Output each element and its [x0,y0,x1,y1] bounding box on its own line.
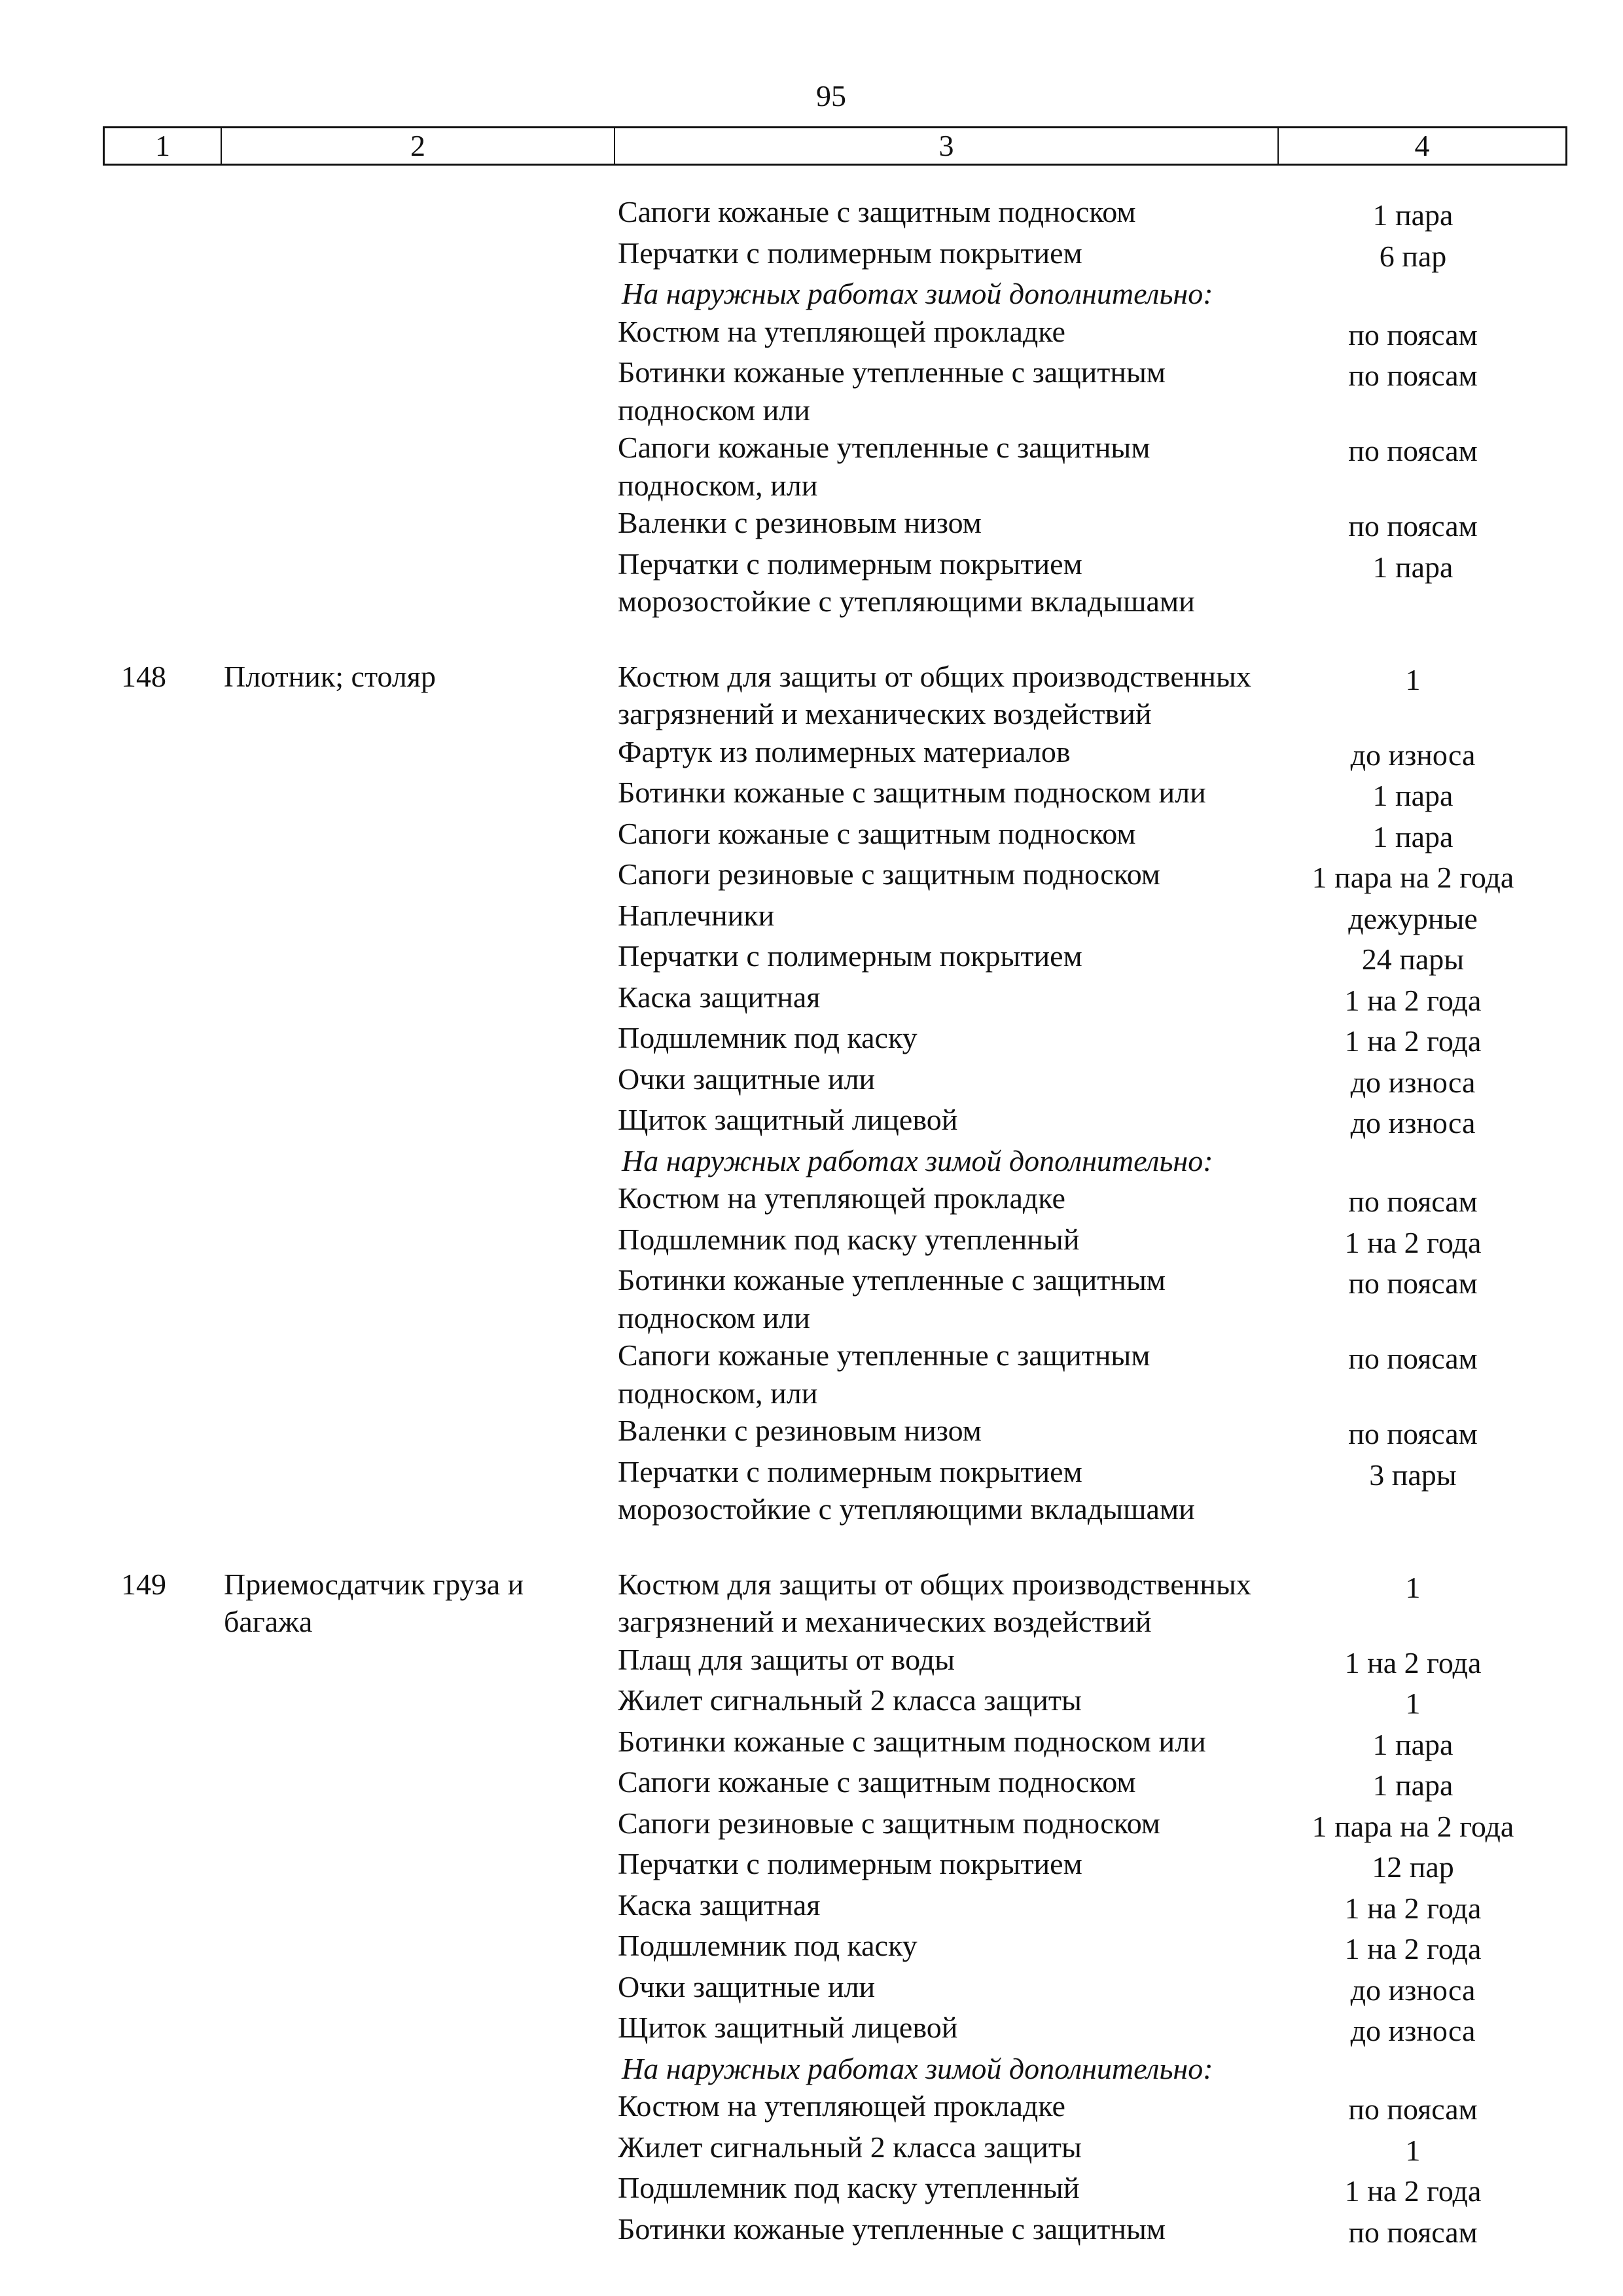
table-row [0,2128,1623,2170]
item-quantity: 1 пара на 2 года [1311,1809,1514,1843]
item-name: Очки защитные или [618,1969,876,2003]
item-quantity: до износа [1350,2014,1476,2047]
table-row [0,1804,1623,1846]
item-name: Подшлемник под каску утепленный [618,1222,1080,1256]
item-quantity: по поясам [1348,434,1478,467]
item-name: Перчатки с полимерным покрытием морозостойкие с утепляющими вкладышами [618,1454,1195,1526]
table-row [0,1060,1623,1102]
table-row [0,2169,1623,2210]
item-quantity: 1 [1405,1687,1421,1720]
item-quantity: 1 пара [1372,550,1454,584]
item-quantity: 1 [1405,662,1421,696]
item-quantity: 1 на 2 года [1344,983,1482,1017]
item-quantity: 1 на 2 года [1344,1024,1482,1058]
item-quantity: 6 пар [1379,239,1447,273]
item-quantity: 12 пар [1372,1850,1454,1884]
table-entry [0,193,1623,620]
header-col-3: 3 [615,128,1279,164]
entry-number: 149 [121,1567,166,1601]
profession-name: Приемосдатчик груза и багажа [224,1567,524,1638]
item-quantity: до износа [1350,1065,1476,1099]
profession-name: Плотник; столяр [224,659,436,693]
item-quantity: 1 на 2 года [1344,1932,1482,1965]
page-number: 95 [816,79,846,113]
item-quantity: по поясам [1348,1185,1478,1218]
table-row [0,429,1623,504]
table-row [0,1179,1623,1221]
table-row [0,2087,1623,2128]
item-name: Каска защитная [618,1888,821,1922]
item-name: Жилет сигнальный 2 класса защиты [618,1683,1082,1717]
item-name: Костюм на утепляющей прокладке [618,1181,1065,1215]
item-quantity: 1 [1405,2133,1421,2167]
table-body [0,193,1623,2251]
item-name: Ботинки кожаные с защитным подноском или [618,1724,1206,1758]
item-name: Плащ для защиты от воды [618,1642,955,1676]
item-quantity: 1 на 2 года [1344,1225,1482,1259]
item-quantity: 1 на 2 года [1344,1891,1482,1925]
item-name: Сапоги кожаные утепленные с защитным подноском, или [618,431,1150,502]
table-row [0,1336,1623,1412]
item-quantity: дежурные [1348,901,1478,935]
item-name: Ботинки кожаные утепленные с защитным подноском или [618,355,1166,427]
table-row [0,2009,1623,2050]
table-row [0,1261,1623,1336]
item-name: Сапоги кожаные с защитным подноском [618,816,1136,850]
item-quantity: 1 пара [1372,1768,1454,1802]
table-row [0,353,1623,429]
item-quantity: по поясам [1348,2215,1478,2249]
table-row [0,313,1623,354]
item-quantity: 3 пары [1369,1458,1457,1492]
table-row [0,1845,1623,1886]
item-name: Перчатки с полимерным покрытием морозостойкие с утепляющими вкладышами [618,547,1195,618]
table-row [0,855,1623,897]
item-name: Сапоги резиновые с защитным подноском [618,1806,1160,1840]
header-col-1: 1 [105,128,222,164]
item-quantity: 1 на 2 года [1344,2174,1482,2208]
table-row [0,1927,1623,1968]
item-quantity: по поясам [1348,1417,1478,1450]
item-name: Щиток защитный лицевой [618,1103,958,1136]
item-quantity: до износа [1350,1106,1476,1139]
item-name: Перчатки с полимерным покрытием [618,236,1082,270]
table-row [0,1723,1623,1764]
header-col-2: 2 [222,128,615,164]
item-quantity: по поясам [1348,2092,1478,2126]
table-header [103,126,1567,166]
table-entry [0,658,1623,1528]
table-row [0,774,1623,815]
table-row [0,1886,1623,1928]
item-name: Перчатки с полимерным покрытием [618,939,1082,973]
item-name: Подшлемник под каску [618,1021,918,1054]
item-quantity: по поясам [1348,509,1478,543]
item-quantity: 24 пары [1361,942,1465,976]
item-name: Перчатки с полимерным покрытием [618,1847,1082,1880]
table-row [0,504,1623,545]
item-quantity: до износа [1350,1973,1476,2007]
table-row [0,978,1623,1020]
item-quantity: до износа [1350,738,1476,772]
item-name: Очки защитные или [618,1062,876,1096]
item-quantity: по поясам [1348,317,1478,351]
item-quantity: 1 пара [1372,198,1454,232]
item-name: Валенки с резиновым низом [618,506,982,539]
table-row [0,193,1623,234]
table-row [0,937,1623,978]
item-name: Подшлемник под каску [618,1929,918,1962]
item-quantity: 1 пара на 2 года [1311,861,1514,894]
item-name: Каска защитная [618,980,821,1014]
item-name: Наплечники [618,898,775,932]
table-entry [0,1566,1623,2251]
item-name: Сапоги резиновые с защитным подноском [618,857,1160,891]
table-row [0,1681,1623,1723]
item-quantity: по поясам [1348,1266,1478,1300]
item-name: Фартук из полимерных материалов [618,734,1071,768]
table-row [0,733,1623,774]
item-quantity: 1 пара [1372,819,1454,853]
table-row [0,545,1623,620]
item-name: Костюм на утепляющей прокладке [618,2089,1065,2123]
item-quantity: 1 на 2 года [1344,1645,1482,1679]
item-quantity: 1 пара [1372,779,1454,812]
table-row [0,1453,1623,1528]
table-row [0,1763,1623,1804]
item-name: Подшлемник под каску утепленный [618,2171,1080,2204]
item-quantity: 1 пара [1372,1727,1454,1761]
table-row [0,1968,1623,2009]
header-col-4: 4 [1414,129,1430,162]
table-row [0,1019,1623,1060]
item-name: Жилет сигнальный 2 класса защиты [618,2130,1082,2164]
section-note: На наружных работах зимой дополнительно: [622,2051,1213,2085]
item-quantity: по поясам [1348,359,1478,392]
item-name: Костюм на утепляющей прокладке [618,314,1065,348]
item-name: Ботинки кожаные утепленные с защитным подноском или [618,1263,1166,1335]
item-name: Ботинки кожаные с защитным подноском или [618,776,1206,809]
section-note: На наружных работах зимой дополнительно: [622,277,1213,310]
table-row [0,815,1623,856]
item-name: Сапоги кожаные с защитным подноском [618,195,1136,228]
table-row [0,1101,1623,1142]
table-row [0,897,1623,938]
table-row [0,234,1623,276]
entry-number: 148 [121,659,166,693]
item-quantity: по поясам [1348,1342,1478,1375]
item-name: Ботинки кожаные утепленные с защитным [618,2212,1166,2246]
table-row [0,1221,1623,1262]
item-quantity: 1 [1405,1570,1421,1604]
table-row [0,2210,1623,2251]
item-name: Валенки с резиновым низом [618,1414,982,1447]
item-name: Щиток защитный лицевой [618,2011,958,2044]
item-name: Сапоги кожаные утепленные с защитным подноском, или [618,1338,1150,1410]
item-name: Костюм для защиты от общих производственных загрязнений и механических воздействий [618,659,1251,730]
table-row [0,1412,1623,1453]
item-name: Сапоги кожаные с защитным подноском [618,1765,1136,1799]
table-row [0,1641,1623,1682]
section-note: На наружных работах зимой дополнительно: [622,1143,1213,1177]
item-name: Костюм для защиты от общих производственных загрязнений и механических воздействий [618,1567,1251,1638]
